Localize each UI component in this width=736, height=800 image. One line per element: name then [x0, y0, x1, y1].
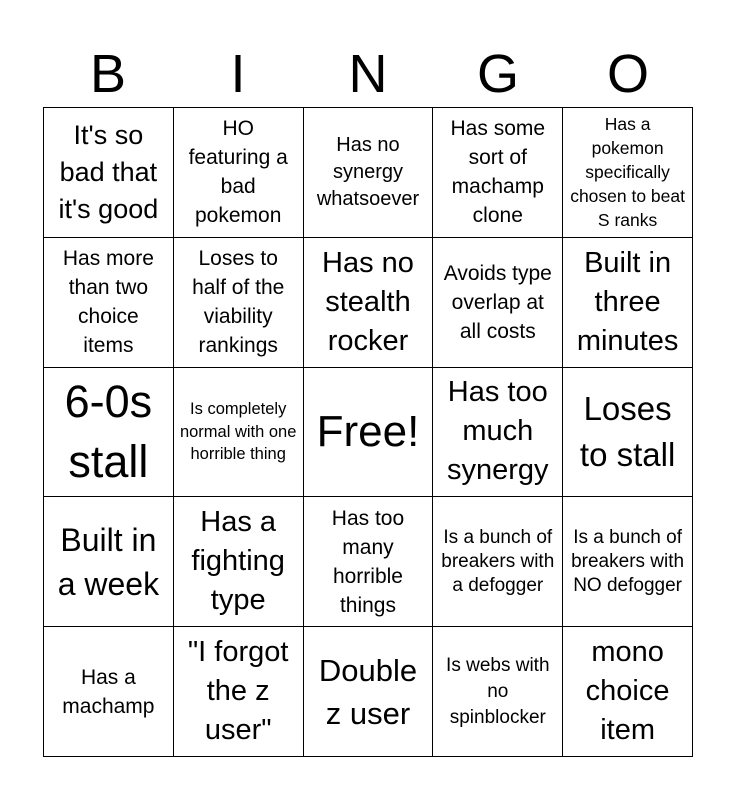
bingo-cell[interactable] — [563, 368, 693, 498]
bingo-cell-text: Has no synergy whatsoever — [316, 133, 420, 210]
bingo-cell[interactable] — [304, 238, 434, 368]
header-letter-o: O — [606, 44, 649, 104]
bingo-cell[interactable] — [433, 238, 563, 368]
bingo-cell-text: Is completely normal with one horrible thing — [179, 400, 297, 464]
bingo-cell-text: Double z user — [318, 652, 418, 731]
bingo-cell[interactable] — [563, 108, 693, 238]
bingo-cell-text: Has a machamp — [62, 665, 155, 718]
header-letter-g: G — [476, 44, 519, 104]
bingo-cell[interactable] — [174, 238, 304, 368]
bingo-cell-text: Is webs with no spinblocker — [446, 654, 550, 728]
header-letter-b: B — [89, 44, 127, 104]
bingo-cell[interactable] — [174, 497, 304, 627]
bingo-cell[interactable] — [44, 627, 174, 757]
bingo-cell[interactable] — [433, 497, 563, 627]
header-letter-i: I — [230, 44, 246, 104]
bingo-cell[interactable] — [174, 627, 304, 757]
bingo-cell-text: Has too many horrible things — [331, 506, 405, 617]
bingo-cell-text: mono choice item — [585, 636, 670, 747]
bingo-cell-text: 6-0s stall — [64, 375, 153, 487]
bingo-cell-text: It's so bad that it's good — [58, 119, 159, 224]
bingo-cell[interactable] — [563, 238, 693, 368]
bingo-cell-text: Has too much synergy — [447, 376, 549, 487]
bingo-cell-text: Is a bunch of breakers with NO defogger — [571, 526, 685, 596]
bingo-cell-text: Has more than two choice items — [62, 247, 154, 358]
bingo-cell[interactable] — [44, 497, 174, 627]
bingo-cell-text: "I forgot the z user" — [187, 636, 289, 747]
bingo-header — [43, 42, 693, 106]
bingo-cell-text: Built in three minutes — [576, 246, 679, 357]
bingo-cell-text: Loses to half of the viability rankings — [192, 247, 285, 358]
bingo-cell[interactable] — [433, 368, 563, 498]
bingo-cell-text: Has some sort of machamp clone — [450, 117, 546, 228]
bingo-cell-text: Loses to stall — [579, 389, 676, 473]
bingo-cell-text: Avoids type overlap at all costs — [443, 261, 552, 343]
bingo-cell-text: HO featuring a bad pokemon — [188, 117, 288, 228]
bingo-cell[interactable] — [44, 368, 174, 498]
bingo-cell-text: Has a fighting type — [191, 506, 285, 617]
bingo-cell-text: Is a bunch of breakers with a defogger — [441, 526, 555, 596]
bingo-cell[interactable] — [304, 627, 434, 757]
bingo-cell[interactable] — [174, 368, 304, 498]
bingo-cell[interactable] — [433, 108, 563, 238]
bingo-grid — [43, 107, 693, 757]
bingo-cell[interactable] — [563, 627, 693, 757]
bingo-cell[interactable] — [433, 627, 563, 757]
bingo-cell[interactable] — [44, 238, 174, 368]
bingo-cell-text: Built in a week — [57, 521, 160, 602]
header-letter-n: N — [348, 44, 388, 104]
free-space-text: Free! — [316, 406, 420, 456]
free-space[interactable] — [304, 368, 434, 498]
bingo-cell[interactable] — [563, 497, 693, 627]
bingo-cell[interactable] — [44, 108, 174, 238]
bingo-cell-text: Has no stealth rocker — [322, 246, 414, 357]
bingo-cell[interactable] — [304, 108, 434, 238]
bingo-cell[interactable] — [304, 497, 434, 627]
bingo-cell[interactable] — [174, 108, 304, 238]
bingo-cell-text: Has a pokemon specifically chosen to beat S ranks — [570, 114, 685, 231]
